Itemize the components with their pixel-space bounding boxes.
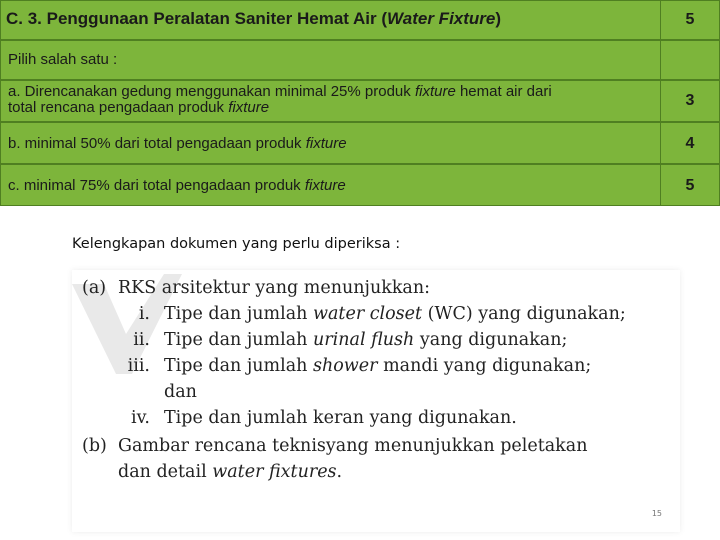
- item-b-text-line1: Gambar rencana teknisyang menunjukkan peletakan: [118, 436, 588, 456]
- item-i-label: i.: [138, 304, 150, 324]
- item-i-part2: (WC) yang digunakan;: [422, 304, 626, 324]
- item-iv-text: Tipe dan jumlah keran yang digunakan.: [164, 408, 517, 428]
- item-iv-label: iv.: [131, 408, 150, 428]
- header-score: 5: [685, 11, 695, 28]
- item-a-text: RKS arsitektur yang menunjukkan:: [118, 278, 431, 298]
- section-title: [6, 9, 501, 29]
- option-c-part1: c. minimal 75% dari total pengadaan produk: [8, 177, 305, 194]
- option-a-italic2: fixture: [228, 99, 270, 116]
- section-title-italic: Water Fixture: [387, 9, 496, 28]
- item-b-label: (b): [82, 436, 107, 456]
- option-b-text: [8, 136, 347, 152]
- document-caption: Kelengkapan dokumen yang perlu diperiksa :: [72, 236, 401, 252]
- item-ii-part2: yang digunakan;: [414, 330, 568, 350]
- item-b-part2: .: [336, 462, 343, 482]
- option-a-text: [8, 84, 658, 116]
- option-b-italic: fixture: [305, 135, 347, 152]
- item-b-text-line2: [118, 462, 342, 482]
- item-ii-part1: Tipe dan jumlah: [164, 330, 314, 350]
- item-b-part1: dan detail: [118, 462, 213, 482]
- document-excerpt: [72, 270, 680, 532]
- item-b-italic: water fixtures: [212, 462, 337, 482]
- item-ii-label: ii.: [133, 330, 150, 350]
- item-iii-text: [164, 356, 591, 376]
- choose-label: Pilih salah satu :: [8, 51, 118, 68]
- option-c-italic: fixture: [304, 177, 346, 194]
- option-c-text: [8, 178, 346, 194]
- option-a-part2: hemat air dari: [455, 83, 552, 100]
- option-a-part1: a. Direncanakan gedung menggunakan minimal 25% produk: [8, 83, 415, 100]
- section-title-end: ): [495, 9, 502, 28]
- option-c-score: 5: [685, 177, 695, 194]
- option-b-score: 4: [685, 135, 695, 152]
- item-ii-text: [164, 330, 567, 350]
- item-i-text: [164, 304, 626, 324]
- item-iii-continuation: dan: [164, 382, 197, 402]
- item-ii-italic: urinal flush: [313, 330, 415, 350]
- item-iii-italic: shower: [313, 356, 378, 376]
- item-i-italic: water closet: [313, 304, 423, 324]
- option-a-italic1: fixture: [414, 83, 456, 100]
- option-b-part1: b. minimal 50% dari total pengadaan produk: [8, 135, 306, 152]
- choose-score-cell: [660, 40, 720, 80]
- option-a-score: 3: [685, 92, 695, 109]
- option-a-part3: total rencana pengadaan produk: [8, 99, 229, 116]
- item-iii-label: iii.: [127, 356, 150, 376]
- page-number: 15: [651, 509, 662, 518]
- item-iii-part1: Tipe dan jumlah: [164, 356, 314, 376]
- section-title-text: C. 3. Penggunaan Peralatan Saniter Hemat Air (: [6, 9, 388, 28]
- item-a-label: (a): [82, 278, 107, 298]
- item-i-part1: Tipe dan jumlah: [164, 304, 314, 324]
- item-iii-part2: mandi yang digunakan;: [377, 356, 592, 376]
